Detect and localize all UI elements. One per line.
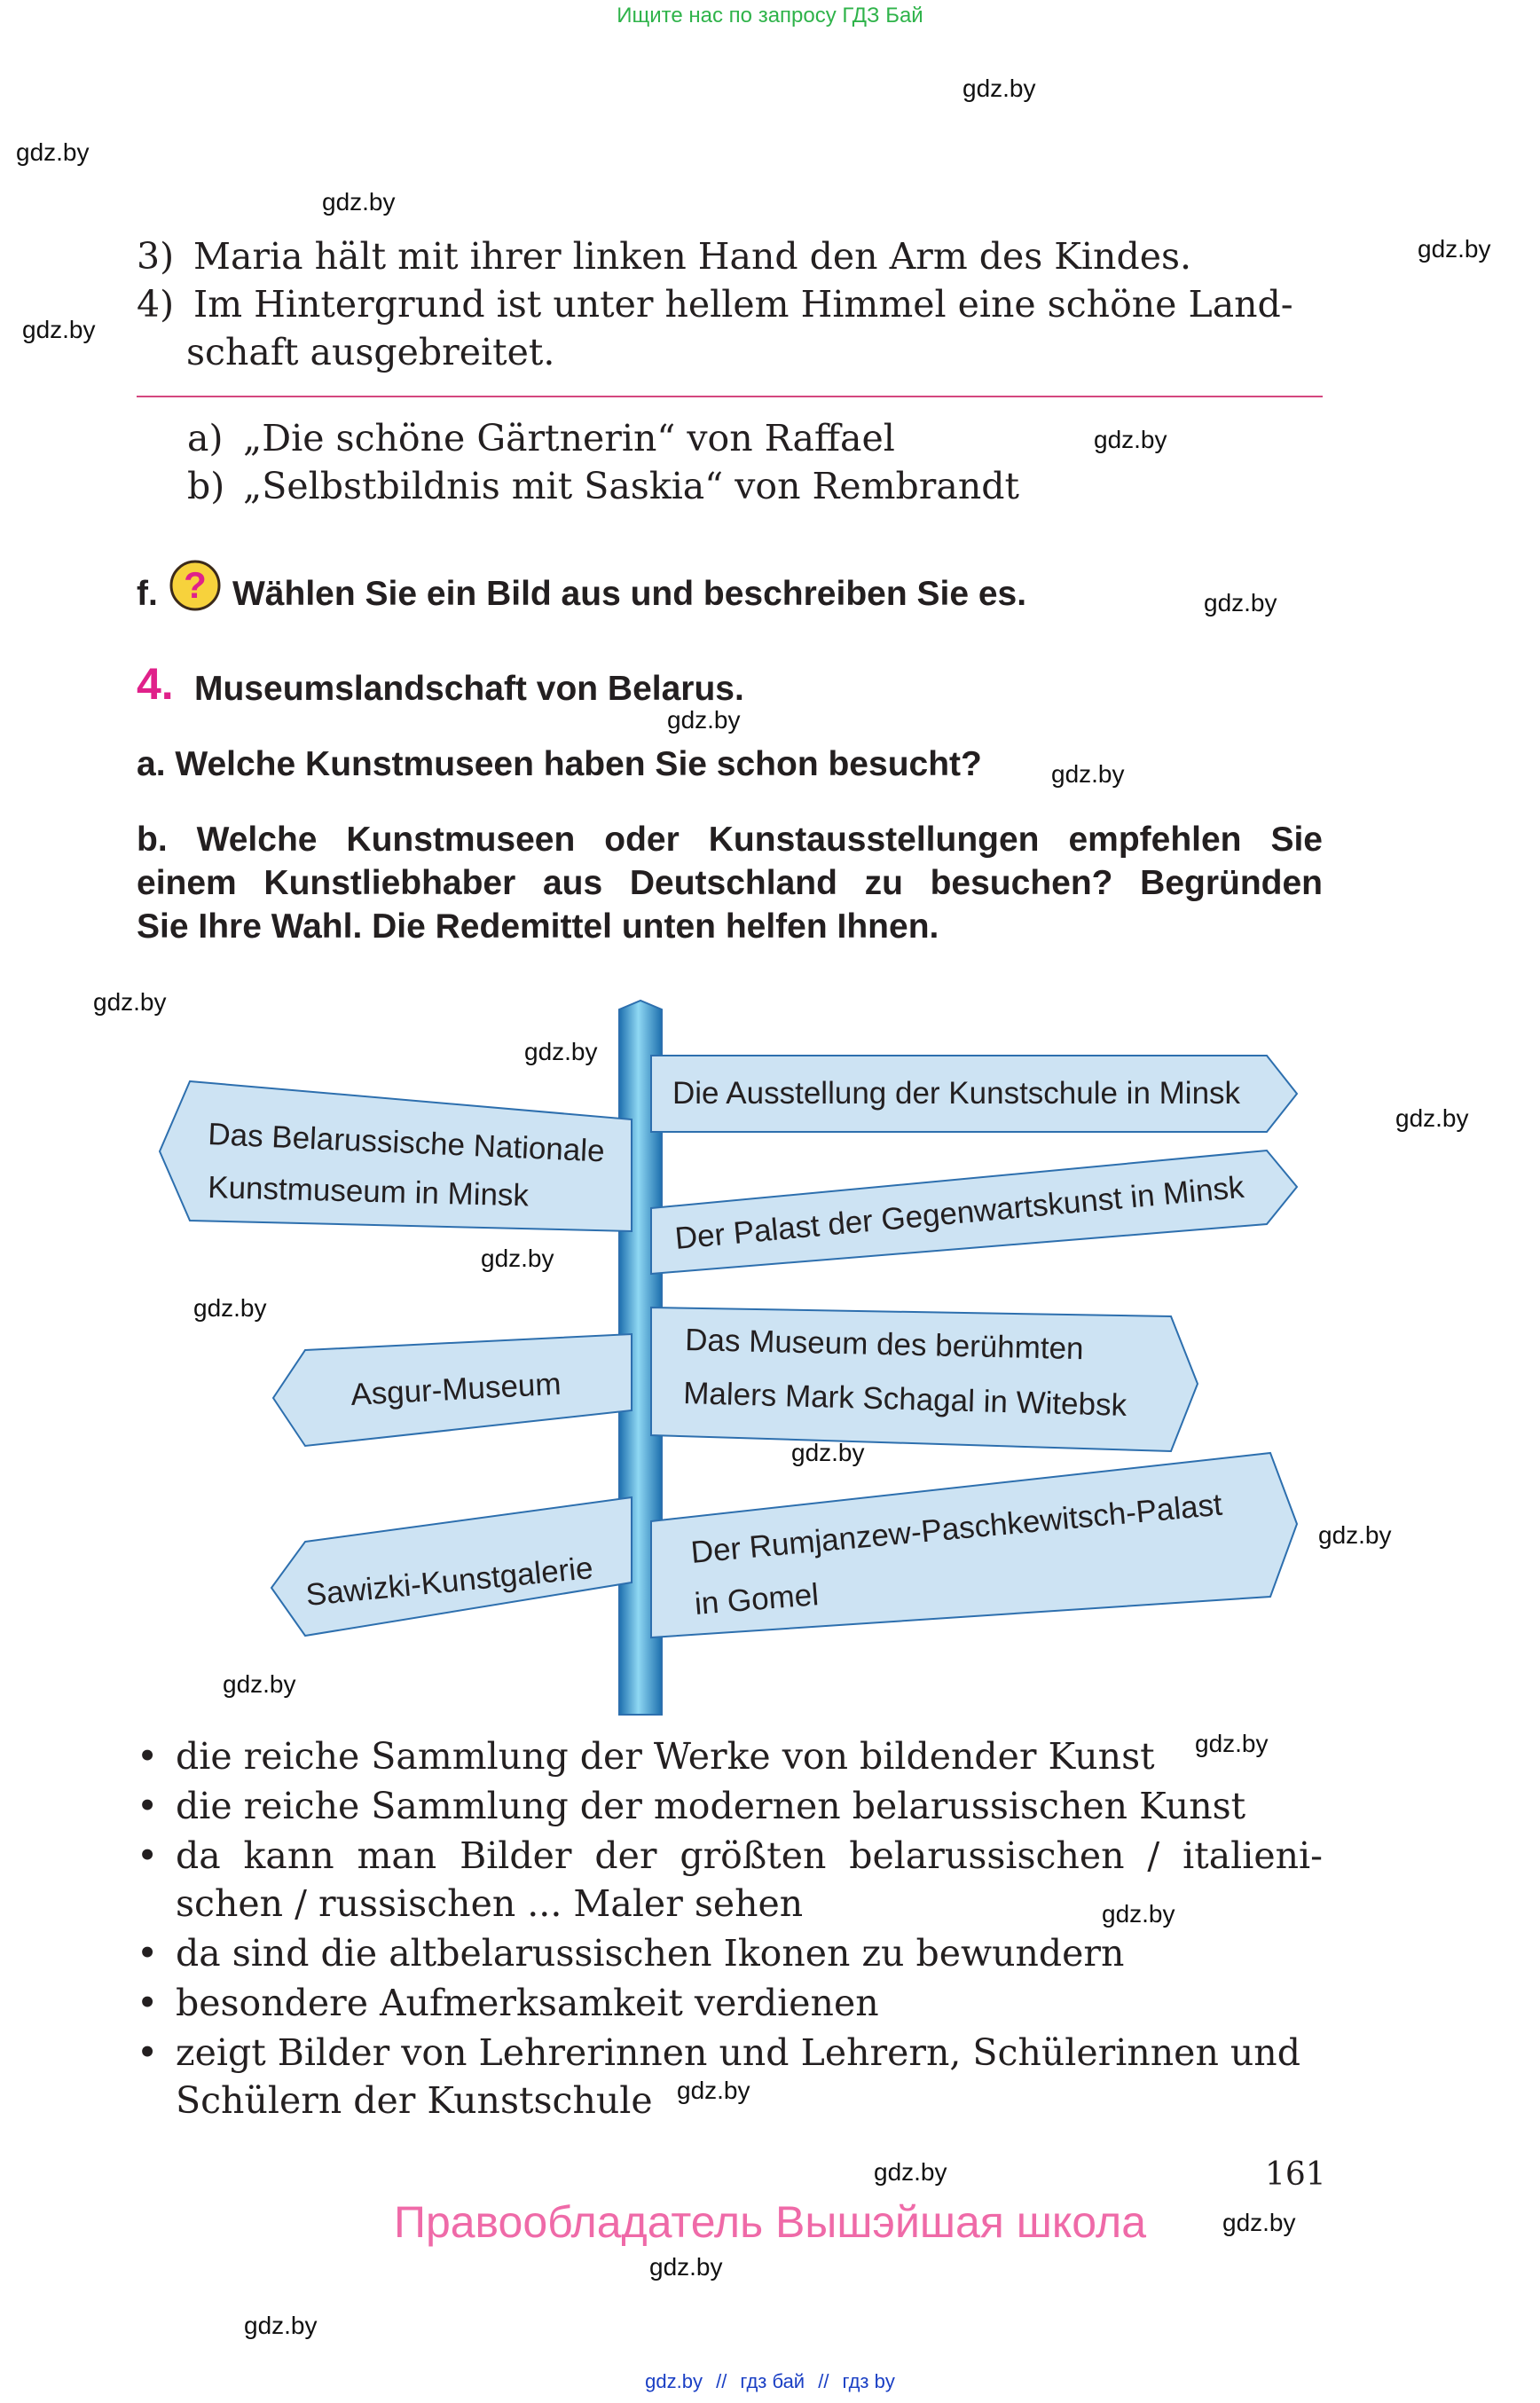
sign-label: Malers Mark Schagal in Witebsk — [682, 1376, 1128, 1423]
task-f-text: Wählen Sie ein Bild aus und beschreiben Sie es. — [232, 575, 1027, 613]
painting-letter: b) — [187, 465, 225, 507]
painting-title: „Selbstbildnis mit Saskia“ von Rembrandt — [243, 465, 1019, 507]
watermark: gdz.by — [667, 706, 741, 734]
sign-label: Das Museum des berühmten — [684, 1323, 1084, 1367]
exercise-title: Museumslandschaft von Belarus. — [194, 670, 744, 708]
bullet-text: da sind die altbelarussischen Ikonen zu bewundern — [176, 1932, 1125, 1975]
watermark: gdz.by — [1395, 1104, 1469, 1132]
painting-title: „Die schöne Gärtnerin“ von Raffael — [243, 417, 895, 459]
sign-label: Sawizki-Kunstgalerie — [304, 1551, 595, 1613]
footer-separator: // — [716, 2370, 727, 2392]
sign-label: Kunstmuseum in Minsk — [207, 1170, 530, 1213]
watermark: gdz.by — [244, 2312, 318, 2339]
watermark: gdz.by — [193, 1294, 267, 1322]
watermark: gdz.by — [1195, 1730, 1269, 1757]
watermark: gdz.by — [524, 1038, 598, 1065]
footer-link[interactable]: гдз by — [842, 2370, 895, 2392]
watermark: gdz.by — [481, 1245, 554, 1272]
bullet-text: zeigt Bilder von Lehrerinnen und Lehrern, Schülerinnen und — [176, 2031, 1300, 2074]
watermark: gdz.by — [22, 316, 96, 343]
bullet-text: da kann man Bilder der größten belarussischen / italieni- — [176, 1834, 1323, 1877]
watermark: gdz.by — [223, 1670, 296, 1698]
bullet-text: besondere Aufmerksamkeit verdienen — [176, 1982, 879, 2024]
svg-text:?: ? — [184, 564, 207, 606]
sign-label: Der Rumjanzew-Paschkewitsch-Palast — [689, 1487, 1224, 1570]
watermark: gdz.by — [1222, 2209, 1296, 2236]
exercise-number: 4. — [137, 659, 174, 709]
watermark: gdz.by — [93, 988, 167, 1016]
page-number: 161 — [1265, 2156, 1326, 2193]
list-item-text: Im Hintergrund ist unter hellem Himmel eine schöne Land- — [193, 283, 1293, 326]
watermark: gdz.by — [1102, 1900, 1175, 1928]
watermark: gdz.by — [1318, 1521, 1392, 1549]
watermark: gdz.by — [1094, 426, 1167, 453]
bullet-text: Schülern der Kunstschule — [176, 2079, 653, 2122]
bullet-text: die reiche Sammlung der Werke von bildender Kunst — [176, 1735, 1155, 1778]
watermark: gdz.by — [962, 75, 1036, 102]
task-a-text: a. Welche Kunstmuseen haben Sie schon besucht? — [137, 745, 982, 783]
task-b-line: Sie Ihre Wahl. Die Redemittel unten helfen Ihnen. — [137, 907, 939, 946]
list-item: • besondere Aufmerksamkeit verdienen — [137, 1979, 1323, 2027]
watermark: gdz.by — [16, 138, 90, 166]
list-item: • zeigt Bilder von Lehrerinnen und Lehrern, Schülerinnen und Schülern der Kunstschule — [137, 2029, 1323, 2124]
list-item: • die reiche Sammlung der modernen belarussischen Kunst — [137, 1782, 1323, 1830]
watermark: gdz.by — [649, 2253, 723, 2281]
list-item-text: Maria hält mit ihrer linken Hand den Arm des Kindes. — [193, 235, 1192, 278]
task-b-line: einem Kunstliebhaber aus Deutschland zu besuchen? Begründen — [137, 864, 1323, 902]
task-f-label: f. — [137, 575, 158, 613]
sign-label: Die Ausstellung der Kunstschule in Minsk — [672, 1076, 1241, 1111]
footer-link[interactable]: gdz.by — [645, 2370, 703, 2392]
painting-letter: a) — [187, 417, 224, 459]
watermark: gdz.by — [791, 1439, 865, 1466]
sign-label: Das Belarussische Nationale — [207, 1117, 606, 1169]
list-item-text: schaft ausgebreitet. — [186, 331, 555, 373]
sign-label: in Gomel — [693, 1577, 821, 1622]
list-item: • da sind die altbelarussischen Ikonen zu bewundern — [137, 1929, 1323, 1977]
watermark: gdz.by — [1418, 235, 1491, 263]
watermark: gdz.by — [322, 188, 396, 216]
top-notice: Ищите нас по запросу ГДЗ Бай — [617, 4, 923, 27]
list-number: 4) — [137, 283, 175, 326]
sign-label: Asgur-Museum — [350, 1366, 562, 1412]
list-item: • da kann man Bilder der größten belarussischen / italieni- schen / russischen ... Maler sehen — [137, 1832, 1323, 1928]
watermark: gdz.by — [1204, 589, 1277, 616]
copyright-notice: Правообладатель Вышэйшая школа — [394, 2197, 1146, 2247]
list-item: • die reiche Sammlung der Werke von bildender Kunst — [137, 1732, 1323, 1780]
bullet-text: die reiche Sammlung der modernen belarussischen Kunst — [176, 1785, 1246, 1827]
footer-links — [0, 2370, 1540, 2393]
list-number: 3) — [137, 235, 175, 278]
bullet-text: schen / russischen ... Maler sehen — [176, 1882, 804, 1925]
sign-label: Der Palast der Gegenwartskunst in Minsk — [673, 1169, 1245, 1256]
watermark: gdz.by — [1051, 760, 1125, 788]
footer-separator: // — [818, 2370, 829, 2392]
watermark: gdz.by — [677, 2077, 750, 2104]
watermark: gdz.by — [874, 2158, 947, 2186]
task-b-line: b. Welche Kunstmuseen oder Kunstausstellungen empfehlen Sie — [137, 821, 1323, 859]
footer-link[interactable]: гдз бай — [740, 2370, 805, 2392]
